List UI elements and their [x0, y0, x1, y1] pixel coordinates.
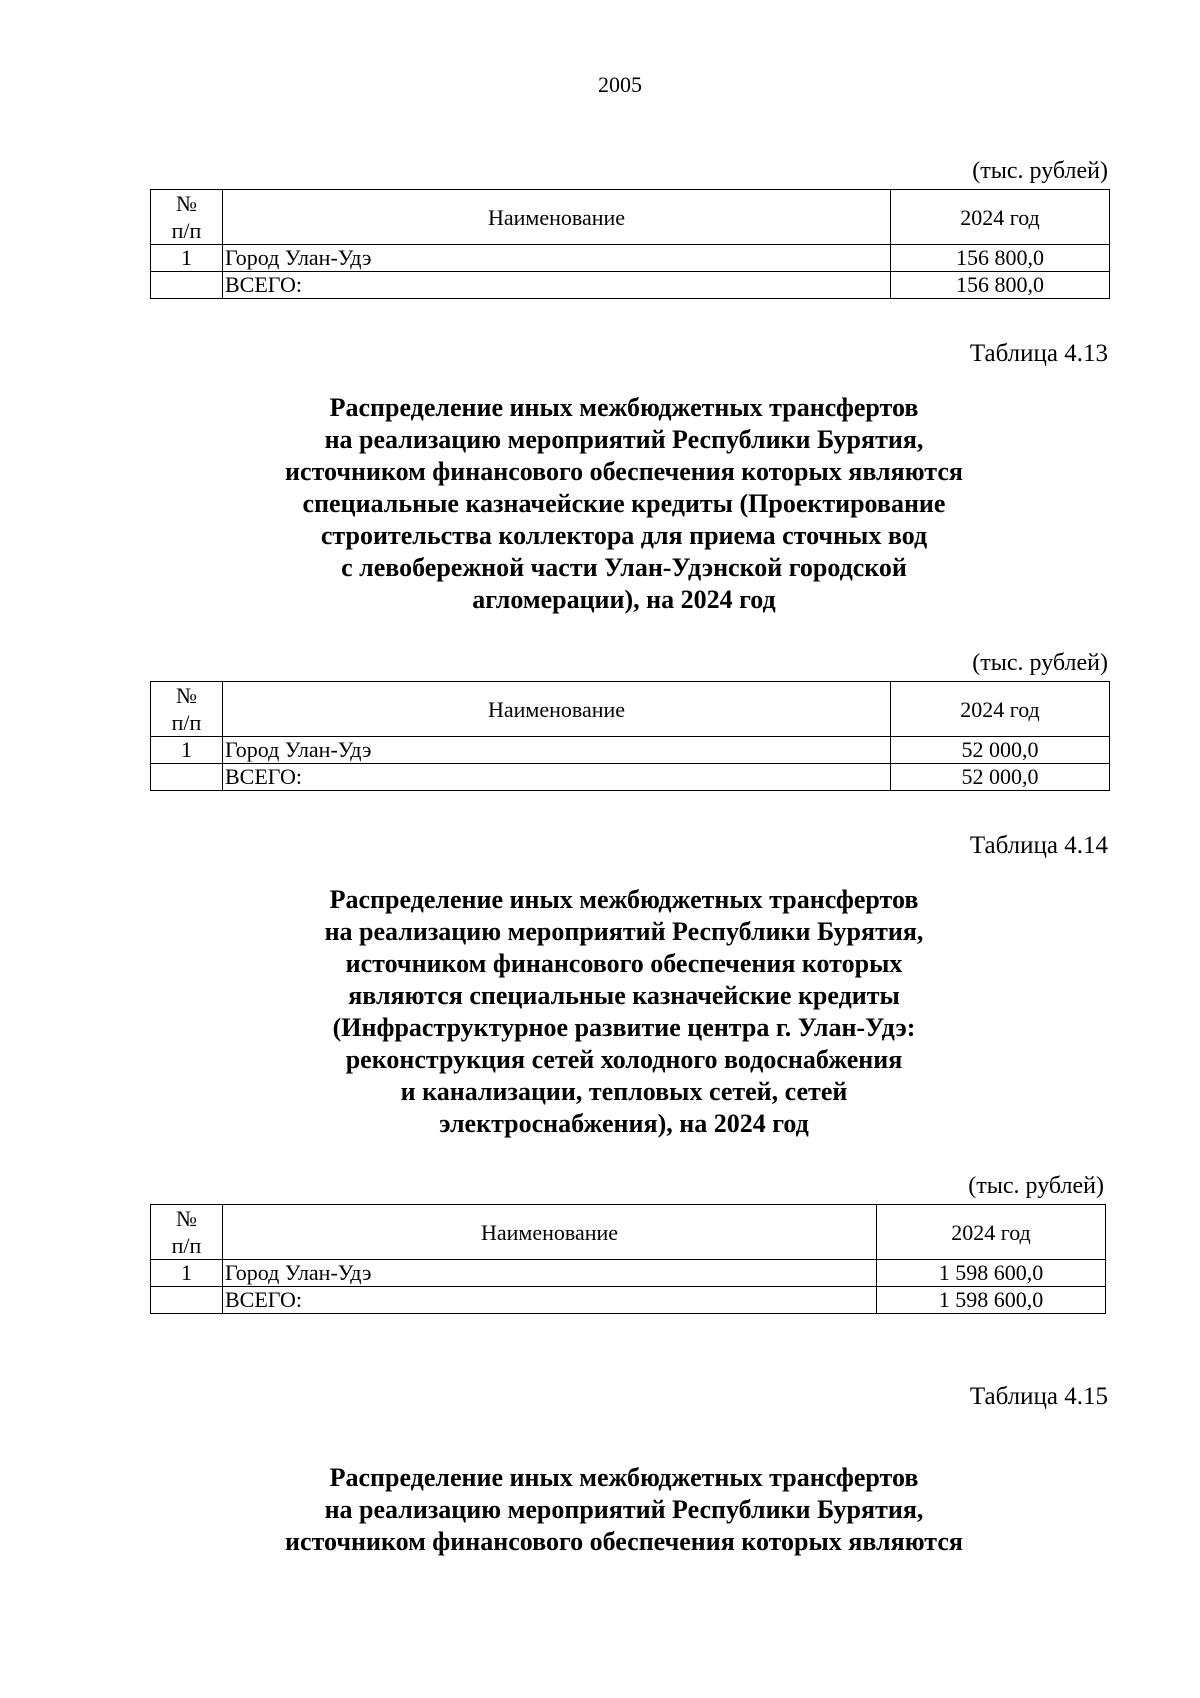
table-heading — [150, 392, 1098, 616]
row-num: 1 — [151, 245, 223, 272]
table-header-row — [151, 682, 1110, 737]
heading-line: источником финансового обеспечения которых являются — [285, 1527, 963, 1556]
header-year: 2024 год — [891, 190, 1110, 245]
row-name: Город Улан-Удэ — [223, 737, 891, 764]
table-total-row — [151, 1287, 1106, 1314]
units-label: (тыс. рублей) — [972, 158, 1108, 184]
heading-line: реконструкция сетей холодного водоснабжения — [345, 1045, 903, 1074]
header-num-line1: № — [176, 191, 197, 216]
budget-table — [150, 1204, 1106, 1314]
table-label: Таблица 4.13 — [969, 340, 1108, 367]
budget-table — [150, 681, 1110, 791]
header-name: Наименование — [223, 682, 891, 737]
heading-line: Распределение иных межбюджетных трансфертов — [329, 1463, 919, 1492]
header-num — [151, 1205, 223, 1260]
heading-line: и канализации, тепловых сетей, сетей — [400, 1077, 848, 1106]
header-num — [151, 682, 223, 737]
heading-line: с левобережной части Улан-Удэнской городской — [341, 553, 907, 582]
row-num — [151, 1287, 223, 1314]
heading-line: (Инфраструктурное развитие центра г. Улан-Удэ: — [332, 1013, 916, 1042]
row-value: 156 800,0 — [891, 245, 1110, 272]
row-name: ВСЕГО: — [223, 272, 891, 299]
row-value: 52 000,0 — [891, 737, 1110, 764]
header-num-line2: п/п — [171, 218, 202, 243]
heading-line: являются специальные казначейские кредиты — [348, 981, 900, 1010]
table-row — [151, 737, 1110, 764]
page-number: 2005 — [598, 72, 642, 97]
header-num-line2: п/п — [171, 710, 202, 735]
row-value: 1 598 600,0 — [877, 1260, 1106, 1287]
units-label: (тыс. рублей) — [968, 1173, 1104, 1199]
table-total-row — [151, 764, 1110, 791]
row-value: 1 598 600,0 — [877, 1287, 1106, 1314]
header-year: 2024 год — [891, 682, 1110, 737]
row-num — [151, 272, 223, 299]
table-label: Таблица 4.14 — [969, 832, 1108, 859]
heading-line: электроснабжения), на 2024 год — [439, 1109, 809, 1138]
header-name: Наименование — [223, 190, 891, 245]
header-num-line1: № — [176, 683, 197, 708]
budget-table — [150, 189, 1110, 299]
heading-line: специальные казначейские кредиты (Проектирование — [302, 489, 946, 518]
heading-line: Распределение иных межбюджетных трансфертов — [329, 885, 919, 914]
row-name: ВСЕГО: — [223, 1287, 877, 1314]
header-name: Наименование — [223, 1205, 877, 1260]
heading-line: Распределение иных межбюджетных трансфертов — [329, 393, 919, 422]
row-value: 52 000,0 — [891, 764, 1110, 791]
header-num-line1: № — [176, 1206, 197, 1231]
heading-line: строительства коллектора для приема сточных вод — [320, 521, 928, 550]
table-label: Таблица 4.15 — [969, 1383, 1108, 1410]
heading-line: агломерации), на 2024 год — [472, 585, 776, 614]
table-row — [151, 245, 1110, 272]
heading-line: источником финансового обеспечения которых являются — [285, 457, 963, 486]
header-year: 2024 год — [877, 1205, 1106, 1260]
heading-line: источником финансового обеспечения которых — [345, 949, 903, 978]
header-num — [151, 190, 223, 245]
table-header-row — [151, 190, 1110, 245]
table-heading — [150, 1462, 1098, 1558]
table-heading — [150, 884, 1098, 1140]
table-header-row — [151, 1205, 1106, 1260]
row-name: Город Улан-Удэ — [223, 245, 891, 272]
table-total-row — [151, 272, 1110, 299]
row-name: Город Улан-Удэ — [223, 1260, 877, 1287]
row-value: 156 800,0 — [891, 272, 1110, 299]
row-name: ВСЕГО: — [223, 764, 891, 791]
table-row — [151, 1260, 1106, 1287]
row-num: 1 — [151, 1260, 223, 1287]
row-num — [151, 764, 223, 791]
heading-line: на реализацию мероприятий Республики Бурятия, — [324, 1495, 924, 1524]
units-label: (тыс. рублей) — [972, 650, 1108, 676]
heading-line: на реализацию мероприятий Республики Бурятия, — [324, 425, 924, 454]
header-num-line2: п/п — [171, 1233, 202, 1258]
heading-line: на реализацию мероприятий Республики Бурятия, — [324, 917, 924, 946]
row-num: 1 — [151, 737, 223, 764]
